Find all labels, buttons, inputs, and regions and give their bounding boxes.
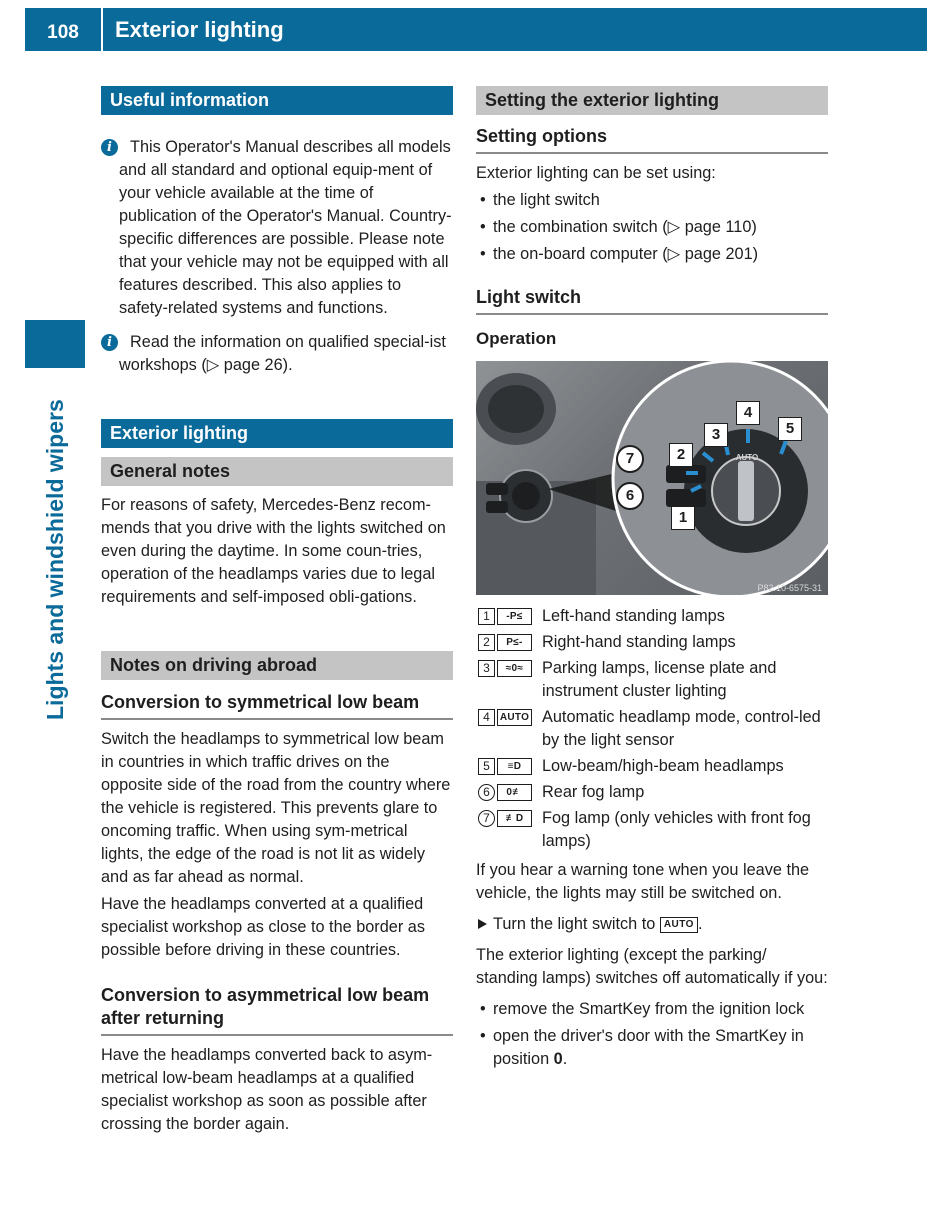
auto-off-item: • remove the SmartKey from the ignition lock bbox=[476, 998, 828, 1021]
driving-abroad-heading: Notes on driving abroad bbox=[101, 651, 453, 680]
callout-2: 2 bbox=[669, 443, 693, 467]
callout-7: 7 bbox=[616, 445, 644, 473]
option-item: • the on-board computer (▷ page 201) bbox=[476, 243, 828, 266]
legend-number: 5 bbox=[478, 758, 495, 775]
setting-exterior-lighting-heading: Setting the exterior lighting bbox=[476, 86, 828, 115]
legend-number: 4 bbox=[478, 709, 495, 726]
left-column bbox=[101, 86, 453, 1136]
legend-number: 6 bbox=[478, 784, 495, 801]
info-note-2 bbox=[101, 331, 453, 377]
auto-off-text: The exterior lighting (except the parking/ standing lamps) switches off automatically if you: bbox=[476, 946, 828, 987]
exterior-lighting-heading: Exterior lighting bbox=[101, 419, 453, 448]
rear-fog-lamp-icon: 0≢ bbox=[497, 784, 532, 801]
parking-lamp-icon: ≈0≈ bbox=[497, 660, 532, 677]
setting-options-intro: Exterior lighting can be set using: bbox=[476, 164, 716, 182]
light-switch-photo bbox=[476, 361, 828, 595]
step-arrow-icon bbox=[478, 919, 487, 929]
standing-lamp-left-icon: -P≤ bbox=[497, 608, 532, 625]
legend-item bbox=[476, 605, 828, 628]
symmetrical-heading: Conversion to symmetrical low beam bbox=[101, 691, 453, 720]
standing-lamp-right-icon: P≤- bbox=[497, 634, 532, 651]
symmetrical-text-2: Have the headlamps converted at a qualified specialist workshop as close to the border as possible before driving in these countries. bbox=[101, 895, 425, 959]
auto-symbol: AUTO bbox=[660, 917, 698, 933]
step-text: Turn the light switch to bbox=[493, 915, 656, 933]
instruction-step bbox=[476, 913, 828, 936]
legend-number: 2 bbox=[478, 634, 495, 651]
legend-number: 1 bbox=[478, 608, 495, 625]
legend-text: Right-hand standing lamps bbox=[542, 633, 736, 651]
legend-text: Low-beam/high-beam headlamps bbox=[542, 757, 784, 775]
info-icon: i bbox=[101, 139, 118, 156]
operation-heading: Operation bbox=[476, 329, 557, 348]
legend-text: Automatic headlamp mode, control-led by the light sensor bbox=[542, 708, 821, 749]
info-icon: i bbox=[101, 334, 118, 351]
auto-off-item-text: open the driver's door with the SmartKey in position bbox=[493, 1027, 804, 1068]
asymmetrical-heading: Conversion to asymmetrical low beam after returning bbox=[101, 984, 453, 1036]
legend-item bbox=[476, 657, 828, 703]
header-divider bbox=[101, 8, 103, 51]
info-note-1-text: This Operator's Manual describes all models and all standard and optional equip-ment of your vehicle available at the time of publication of the Operator's Manual. Country-specific differences are possible. Please note that your vehicle may not be equipped with all features described. This also applies to safety-related systems and functions. bbox=[119, 138, 452, 317]
auto-mode-icon: AUTO bbox=[497, 709, 532, 726]
legend-number: 3 bbox=[478, 660, 495, 677]
knob-label: AUTO bbox=[735, 453, 759, 462]
light-switch-heading: Light switch bbox=[476, 286, 828, 315]
light-switch-illustration bbox=[476, 361, 828, 595]
step-suffix: . bbox=[697, 915, 703, 933]
option-item: • the combination switch (▷ page 110) bbox=[476, 216, 828, 239]
callout-6: 6 bbox=[616, 482, 644, 510]
auto-off-item bbox=[476, 1025, 828, 1071]
photo-reference-code: P82.10-6575-31 bbox=[757, 583, 822, 593]
setting-options-heading: Setting options bbox=[476, 125, 828, 154]
sidebar-chapter-label: Lights and windshield wipers bbox=[42, 399, 68, 720]
headlamp-icon: ≡D bbox=[497, 758, 532, 775]
legend-item bbox=[476, 755, 828, 778]
page-number: 108 bbox=[47, 22, 79, 43]
general-notes-heading: General notes bbox=[101, 457, 453, 486]
page-title: Exterior lighting bbox=[115, 17, 284, 42]
position-suffix: . bbox=[562, 1050, 568, 1068]
asymmetrical-text: Have the headlamps converted back to asym-metrical low-beam headlamps at a qualified specialist workshop as soon as possible after crossing the border again. bbox=[101, 1046, 433, 1133]
useful-info-heading: Useful information bbox=[101, 86, 453, 115]
warning-tone-text: If you hear a warning tone when you leave the vehicle, the lights may still be switched on. bbox=[476, 861, 810, 902]
legend-text: Left-hand standing lamps bbox=[542, 607, 725, 625]
callout-5: 5 bbox=[778, 417, 802, 441]
legend-text: Fog lamp (only vehicles with front fog lamps) bbox=[542, 809, 811, 850]
legend-item bbox=[476, 706, 828, 752]
legend-item bbox=[476, 781, 828, 804]
option-item: • the light switch bbox=[476, 189, 828, 212]
callout-4: 4 bbox=[736, 401, 760, 425]
legend-item bbox=[476, 631, 828, 654]
page-header bbox=[25, 8, 927, 51]
legend-text: Parking lamps, license plate and instrument cluster lighting bbox=[542, 659, 777, 700]
front-fog-lamp-icon: ≢D bbox=[497, 810, 532, 827]
legend-item bbox=[476, 807, 828, 853]
info-note-1 bbox=[101, 136, 453, 320]
general-notes-text: For reasons of safety, Mercedes-Benz recom-mends that you drive with the lights switched on even during the daytime. In some coun-tries, operation of the headlamps varies due to legal requirements and self-imposed obli-gations. bbox=[101, 496, 446, 606]
legend-text: Rear fog lamp bbox=[542, 783, 645, 801]
callout-1: 1 bbox=[671, 506, 695, 530]
callout-3: 3 bbox=[704, 423, 728, 447]
info-note-2-text: Read the information on qualified special-ist workshops (▷ page 26). bbox=[119, 333, 446, 374]
symmetrical-text-1: Switch the headlamps to symmetrical low beam in countries in which traffic drives on the opposite side of the road from the country where the vehicle is registered. This prevents glare to oncoming traffic. When using sym-metrical lights, the edge of the road is not lit as widely and as far ahead as normal. bbox=[101, 730, 451, 886]
legend-list bbox=[476, 605, 828, 853]
legend-number: 7 bbox=[478, 810, 495, 827]
position-value: 0 bbox=[553, 1050, 563, 1068]
right-column bbox=[476, 86, 828, 1071]
